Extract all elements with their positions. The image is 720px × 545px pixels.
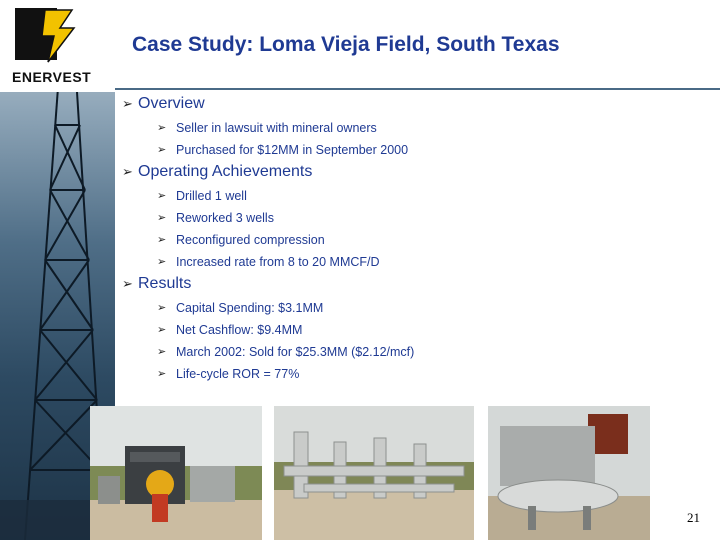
bullet-item: ➢ Reworked 3 wells: [122, 208, 682, 230]
bullet-item: ➢ March 2002: Sold for $25.3MM ($2.12/mcf): [122, 342, 682, 364]
page-number: 21: [687, 510, 700, 525]
arrow-bullet-icon: ➢: [157, 122, 167, 134]
photo-compressor-site: [90, 406, 262, 540]
bullet-item: ➢ Purchased for $12MM in September 2000: [122, 140, 682, 162]
arrow-bullet-icon: ➢: [157, 234, 167, 246]
enervest-logo: [0, 0, 115, 92]
svg-text:ENERVEST: ENERVEST: [12, 69, 92, 85]
section-heading-operating: ➢ Operating Achievements: [122, 163, 313, 180]
arrow-bullet-icon: ➢: [122, 164, 133, 179]
arrow-bullet-icon: ➢: [122, 96, 133, 111]
section-heading-overview: ➢ Overview: [122, 95, 205, 112]
arrow-bullet-icon: ➢: [157, 368, 167, 380]
bullet-item: ➢ Life-cycle ROR = 77%: [122, 364, 682, 386]
arrow-bullet-icon: ➢: [157, 144, 167, 156]
logo-area: [0, 0, 115, 92]
slide-content: [122, 94, 682, 386]
arrow-bullet-icon: ➢: [157, 324, 167, 336]
bullet-item: ➢ Increased rate from 8 to 20 MMCF/D: [122, 252, 682, 274]
arrow-bullet-icon: ➢: [157, 212, 167, 224]
bullet-item: ➢ Drilled 1 well: [122, 186, 682, 208]
photo-pipe-manifold: [274, 406, 474, 540]
title-divider: [115, 88, 720, 90]
arrow-bullet-icon: ➢: [122, 276, 133, 291]
arrow-bullet-icon: ➢: [157, 346, 167, 358]
bullet-item: ➢ Net Cashflow: $9.4MM: [122, 320, 682, 342]
arrow-bullet-icon: ➢: [157, 256, 167, 268]
section-heading-results: ➢ Results: [122, 275, 192, 292]
photo-separator-vessel: [488, 406, 650, 540]
bullet-item: ➢ Seller in lawsuit with mineral owners: [122, 118, 682, 140]
arrow-bullet-icon: ➢: [157, 302, 167, 314]
bullet-item: ➢ Reconfigured compression: [122, 230, 682, 252]
bullet-item: ➢ Capital Spending: $3.1MM: [122, 298, 682, 320]
arrow-bullet-icon: ➢: [157, 190, 167, 202]
slide-title: Case Study: Loma Vieja Field, South Texas: [132, 33, 560, 56]
